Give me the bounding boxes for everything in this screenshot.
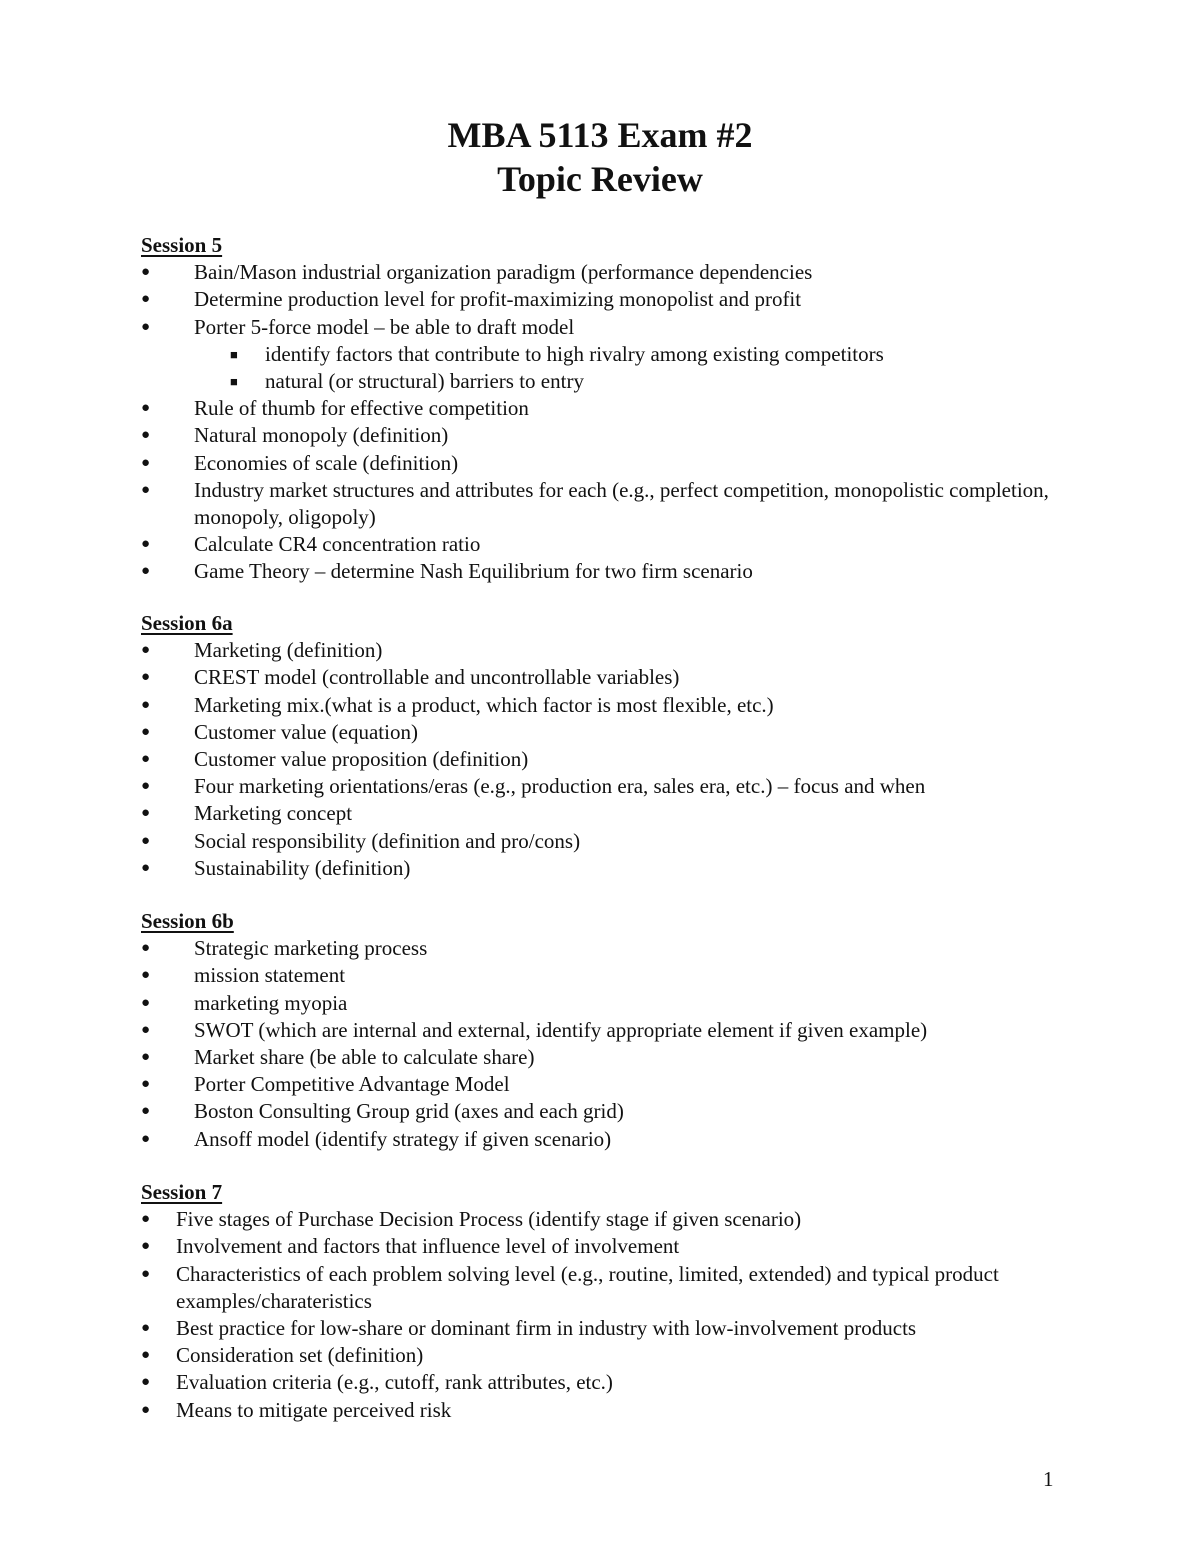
list-item: ● Rule of thumb for effective competition — [194, 395, 1101, 422]
bullet-icon: ● — [141, 264, 151, 281]
bullet-list — [141, 935, 1101, 1153]
list-item: ● Industry market structures and attributes for each (e.g., perfect competition, monopolistic completion, monopoly, oligopoly) — [141, 477, 1049, 530]
list-item: ● Boston Consulting Group grid (axes and each grid) — [194, 1098, 1101, 1125]
list-item: ● Consideration set (definition) — [176, 1342, 1101, 1369]
section-session-7 — [141, 1179, 1101, 1424]
list-item: ● Determine production level for profit-maximizing monopolist and profit — [194, 286, 1101, 313]
list-item: ● Porter Competitive Advantage Model — [194, 1071, 1101, 1098]
sub-bullet-list — [194, 341, 1101, 395]
square-bullet-icon: ■ — [230, 346, 238, 362]
square-bullet-icon: ■ — [230, 374, 238, 389]
section-heading: Session 5 — [141, 233, 223, 257]
section-heading: Session 7 — [141, 1180, 223, 1204]
bullet-icon: ● — [141, 967, 151, 984]
list-item: ● SWOT (which are internal and external, identify appropriate element if given example) — [194, 1017, 1101, 1044]
list-item: ● Means to mitigate perceived risk — [176, 1397, 1101, 1424]
bullet-icon: ● — [141, 1265, 151, 1282]
bullet-icon: ● — [141, 1238, 151, 1255]
bullet-icon: ● — [141, 1347, 151, 1364]
bullet-icon: ● — [141, 1374, 151, 1391]
list-item: ● mission statement — [194, 962, 1101, 989]
list-item: ● Social responsibility (definition and pro/cons) — [194, 828, 1101, 855]
list-item: ● Market share (be able to calculate share) — [194, 1044, 1101, 1071]
list-item: ● Natural monopoly (definition) — [194, 422, 1101, 449]
sub-list-item: ■ natural (or structural) barriers to entry — [265, 368, 1101, 395]
bullet-icon: ● — [141, 805, 151, 822]
bullet-icon: ● — [141, 1021, 151, 1038]
bullet-icon: ● — [141, 400, 151, 417]
bullet-icon: ● — [141, 563, 151, 580]
document-title: MBA 5113 Exam #2 — [447, 115, 753, 155]
list-item: ● Evaluation criteria (e.g., cutoff, rank attributes, etc.) — [176, 1369, 1101, 1396]
bullet-icon: ● — [141, 751, 151, 767]
list-item: ● Customer value proposition (definition) — [194, 746, 1101, 773]
list-item: ● Customer value (equation) — [194, 719, 1101, 746]
list-item: ● Marketing mix.(what is a product, which factor is most flexible, etc.) — [194, 692, 1101, 719]
bullet-icon: ● — [141, 427, 151, 444]
bullet-icon: ● — [141, 1049, 151, 1065]
bullet-icon: ● — [141, 1103, 151, 1120]
list-item: ● Bain/Mason industrial organization paradigm (performance dependencies — [194, 259, 1101, 286]
section-heading: Session 6a — [141, 611, 233, 635]
bullet-icon: ● — [141, 536, 151, 553]
section-session-5 — [141, 232, 1101, 586]
list-item: ● Porter 5-force model – be able to draft model ■ identify factors that contribute to high rivalry among existing competitors ■ natural (or structural) barriers to entry — [194, 314, 1101, 396]
list-item: ● Sustainability (definition) — [194, 855, 1101, 882]
list-item: ● Characteristics of each problem solving level (e.g., routine, limited, extended) and typical product examples/charateristics — [141, 1261, 999, 1313]
list-item: ● marketing myopia — [194, 990, 1101, 1017]
list-item: ● Involvement and factors that influence level of involvement — [176, 1233, 1101, 1260]
bullet-icon: ● — [141, 1401, 151, 1418]
bullet-icon: ● — [141, 1320, 151, 1336]
list-item: ● Game Theory – determine Nash Equilibrium for two firm scenario — [194, 558, 1101, 585]
bullet-icon: ● — [141, 1130, 151, 1147]
list-item: ● Marketing (definition) — [194, 637, 1101, 664]
bullet-icon: ● — [141, 669, 151, 686]
section-session-6b — [141, 908, 1101, 1153]
bullet-icon: ● — [141, 859, 151, 876]
bullet-icon: ● — [141, 778, 151, 795]
bullet-icon: ● — [141, 940, 151, 957]
bullet-icon: ● — [141, 1211, 151, 1228]
bullet-icon: ● — [141, 454, 151, 471]
list-item: ● Ansoff model (identify strategy if given scenario) — [194, 1126, 1101, 1153]
list-item: ● Five stages of Purchase Decision Process (identify stage if given scenario) — [176, 1206, 1101, 1233]
list-item: ● Four marketing orientations/eras (e.g., production era, sales era, etc.) – focus and when — [194, 773, 1101, 800]
bullet-icon: ● — [141, 318, 151, 335]
sub-list-item: ■ identify factors that contribute to high rivalry among existing competitors — [265, 341, 1101, 368]
list-item: ● Economies of scale (definition) — [194, 450, 1101, 477]
page-number: 1 — [1043, 1467, 1054, 1491]
bullet-list — [141, 1206, 1101, 1424]
bullet-icon: ● — [141, 291, 151, 308]
bullet-icon: ● — [141, 642, 151, 659]
list-item: ● Marketing concept — [194, 800, 1101, 827]
list-item: ● CREST model (controllable and uncontrollable variables) — [194, 664, 1101, 691]
bullet-icon: ● — [141, 994, 151, 1011]
section-session-6a — [141, 610, 1101, 882]
section-heading: Session 6b — [141, 909, 234, 933]
bullet-icon: ● — [141, 1076, 151, 1093]
document-subtitle: Topic Review — [497, 159, 703, 199]
bullet-icon: ● — [141, 696, 151, 713]
bullet-icon: ● — [141, 481, 151, 498]
bullet-list — [141, 637, 1101, 882]
list-item: ● Calculate CR4 concentration ratio — [194, 531, 1101, 558]
bullet-list — [141, 259, 1101, 585]
bullet-icon: ● — [141, 723, 151, 740]
list-item: ● Best practice for low-share or dominant firm in industry with low-involvement products — [176, 1315, 1101, 1342]
list-item: ● Strategic marketing process — [194, 935, 1101, 962]
bullet-icon: ● — [141, 832, 151, 849]
